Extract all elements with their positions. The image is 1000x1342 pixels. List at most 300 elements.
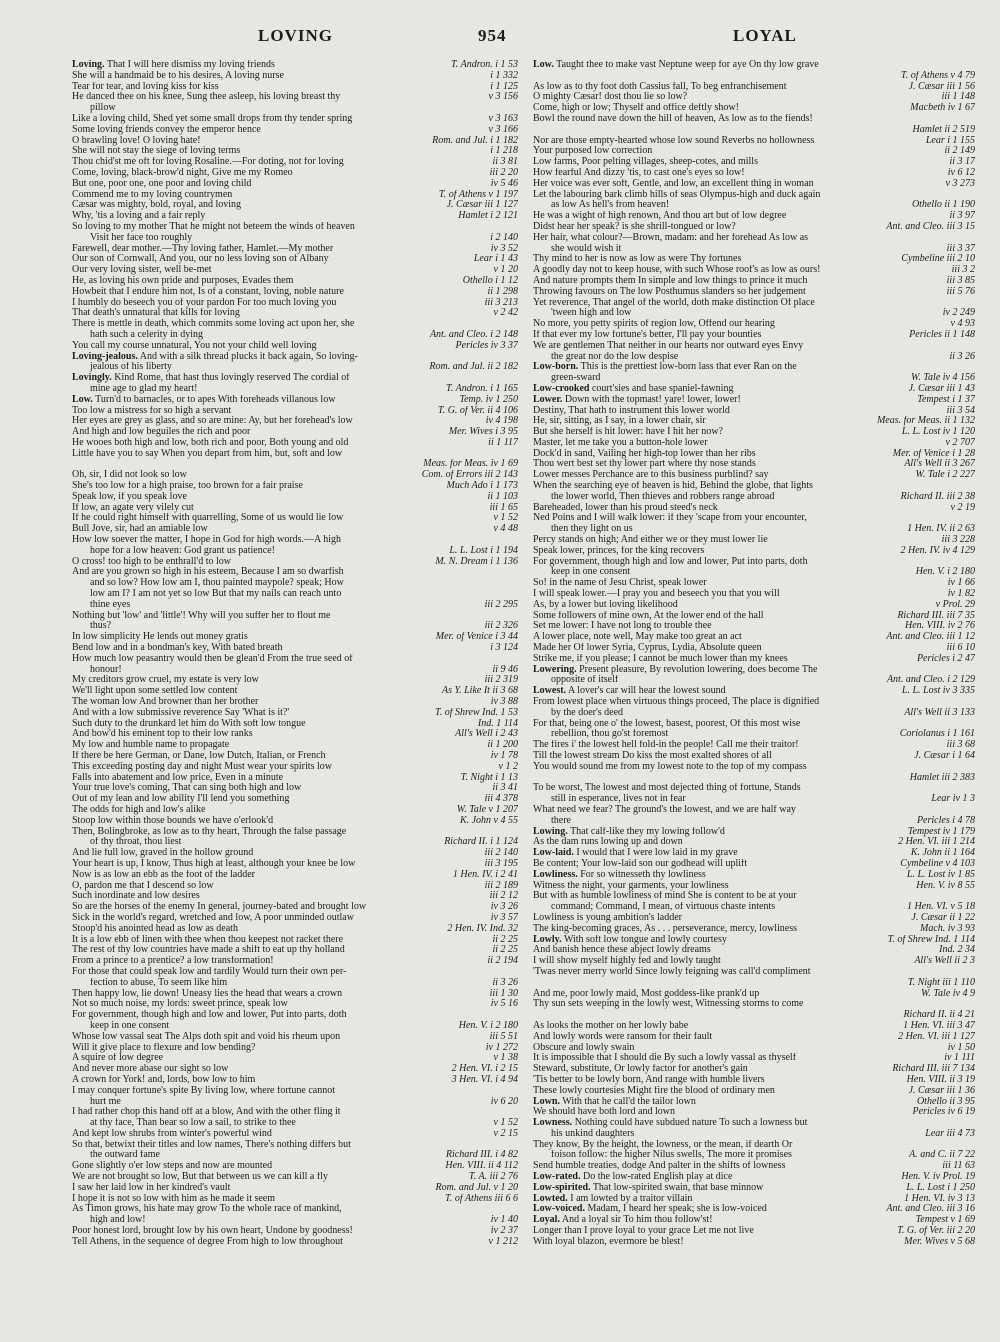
concordance-line (72, 697, 518, 708)
quotation-body: This exceeding posting day and night Must wear your spirits low (72, 761, 332, 772)
quotation-body: foison follow: the higher Nilus swells, The more it promises (551, 1150, 792, 1161)
quotation-body: I saw her laid low in her kindred's vault (72, 1182, 231, 1193)
quotation-body: So loving to my mother That he might not beteem the winds of heaven (72, 221, 355, 232)
quotation-text (90, 837, 181, 848)
concordance-line (72, 665, 518, 676)
quotation-text (533, 395, 741, 406)
quotation-text (533, 535, 768, 546)
concordance-line (72, 611, 518, 622)
concordance-line (533, 783, 975, 794)
concordance-line (533, 1097, 975, 1108)
play-reference: Richard III. iii 7 35 (893, 611, 975, 622)
quotation-text (72, 1129, 272, 1140)
quotation-body: Bull Jove, sir, had an amiable low (72, 524, 208, 535)
concordance-line (533, 902, 975, 913)
play-reference: K. John ii 1 164 (907, 848, 975, 859)
concordance-line (72, 136, 518, 147)
quotation-body: command; Command, I mean, of virtuous chaste intents (551, 902, 776, 913)
quotation-text (533, 935, 727, 946)
quotation-text (72, 611, 330, 622)
quotation-text (533, 60, 819, 71)
play-reference: Hamlet iii 2 383 (906, 773, 975, 784)
quotation-body: What need we fear? The ground's the lowest, and we are half way (533, 804, 796, 815)
quotation-text (72, 557, 231, 568)
quotation-text (533, 859, 747, 870)
play-reference: iv 1 272 (482, 1043, 518, 1054)
quotation-body: Nor are those empty-hearted whose low sound Reverbs no hollowness (533, 135, 815, 146)
concordance-line (72, 1075, 518, 1086)
quotation-text (72, 567, 344, 578)
quotation-text (72, 827, 346, 838)
quotation-body: keep in one consent (551, 567, 631, 578)
play-reference: iv 5 46 (487, 179, 518, 190)
concordance-line (533, 665, 975, 676)
concordance-line (72, 1140, 518, 1151)
concordance-line (533, 416, 975, 427)
quotation-body: And kept low shrubs from winter's powerful wind (72, 1128, 272, 1139)
concordance-line (533, 1140, 975, 1151)
quotation-text (72, 967, 346, 978)
play-reference: Mer. of Venice i 3 44 (432, 632, 518, 643)
quotation-body: For so witnesseth thy lowliness (580, 869, 706, 880)
concordance-line (533, 470, 975, 481)
quotation-text (533, 513, 807, 524)
concordance-line (72, 816, 518, 827)
concordance-line (533, 1118, 975, 1129)
play-reference: T. of Athens v 1 197 (435, 190, 518, 201)
quotation-body: This is the prettiest low-born lass that ever Ran on the (580, 362, 797, 373)
play-reference: v 1 212 (485, 1237, 518, 1248)
quotation-text (72, 913, 354, 924)
play-reference: Hen. V. i 2 180 (455, 1021, 518, 1032)
quotation-body: Didst hear her speak? is she shrill-tongued or low? (533, 221, 736, 232)
concordance-line (533, 330, 975, 341)
quotation-body: Strike me, if you please; I cannot be much lower than my knees (533, 653, 788, 664)
concordance-line (72, 1086, 518, 1097)
play-reference: T. Night iii 1 110 (904, 978, 975, 989)
concordance-line (533, 1043, 975, 1054)
concordance-line (533, 71, 975, 82)
quotation-body: Farewell, dear mother.—Thy loving father, Hamlet.—My mother (72, 243, 334, 254)
quotation-body: Poor honest lord, brought low by his own heart, Undone by goodness! (72, 1226, 353, 1237)
quotation-text (72, 1032, 340, 1043)
concordance-line (533, 1183, 975, 1194)
quotation-text (533, 168, 745, 179)
play-reference: v Prol. 29 (932, 600, 975, 611)
concordance-line (533, 168, 975, 179)
quotation-text (551, 675, 618, 686)
concordance-line (72, 1150, 518, 1161)
concordance-line (72, 924, 518, 935)
quotation-body: We are gentlemen That neither in our hearts nor outward eyes Envy (533, 340, 804, 351)
play-reference: Othello ii 3 95 (913, 1097, 975, 1108)
quotation-text (533, 190, 820, 201)
concordance-line (72, 222, 518, 233)
concordance-line (72, 773, 518, 784)
quotation-text (533, 82, 787, 93)
quotation-text (72, 449, 342, 460)
play-reference: J. Cæsar iii 1 56 (905, 82, 975, 93)
play-reference: T. G. of Ver. ii 4 106 (434, 406, 518, 417)
quotation-text (72, 1075, 255, 1086)
quotation-body: A goodly day not to keep house, with such Whose roof's as low as ours! (533, 265, 821, 276)
play-reference: v 2 15 (490, 1129, 518, 1140)
quotation-body: Thy sun sets weeping in the lowly west, Witnessing storms to come (533, 999, 804, 1010)
quotation-text (90, 1097, 121, 1108)
play-reference: iii 3 2 (948, 265, 975, 276)
concordance-line (72, 643, 518, 654)
play-reference: iii 3 228 (938, 535, 975, 546)
quotation-text (72, 762, 332, 773)
quotation-body: of thy throat, thou liest (90, 837, 182, 848)
play-reference: Ant. and Cleo. iii 3 15 (882, 222, 975, 233)
headword: Low-spirited. (533, 1182, 591, 1193)
concordance-line (533, 1053, 975, 1064)
concordance-line (533, 794, 975, 805)
concordance-line (72, 870, 518, 881)
concordance-line (72, 913, 518, 924)
quotation-body: Bareheaded, lower than his proud steed's neck (533, 502, 718, 513)
quotation-text (533, 503, 718, 514)
quotation-body: As looks the mother on her lowly babe (533, 1020, 689, 1031)
quotation-body: She's too low for a high praise, too brown for a fair praise (72, 481, 303, 492)
quotation-body: I humbly do beseech you of your pardon For too much loving you (72, 297, 337, 308)
quotation-body: My creditors grow cruel, my estate is very low (72, 675, 259, 686)
quotation-text (72, 136, 201, 147)
quotation-text (72, 935, 343, 946)
play-reference: J. Cæsar ii 1 22 (907, 913, 975, 924)
concordance-line (72, 1204, 518, 1215)
quotation-body: If that ever my low fortune's better, I'll pay your bounties (533, 329, 762, 340)
concordance-line (533, 1086, 975, 1097)
play-reference: A. and C. ii 7 22 (905, 1150, 975, 1161)
quotation-text (72, 643, 283, 654)
concordance-line (72, 675, 518, 686)
concordance-line (533, 92, 975, 103)
quotation-body: Stoop low within those bounds we have o'erlook'd (72, 815, 274, 826)
quotation-body: Witness the night, your garments, your lowliness (533, 880, 729, 891)
quotation-text (72, 740, 229, 751)
quotation-text (533, 945, 711, 956)
play-reference: Richard III. iii 7 134 (888, 1064, 975, 1075)
quotation-body: hope for a low heaven: God grant us patience! (90, 545, 275, 556)
play-reference: All's Well ii 2 3 (910, 956, 975, 967)
concordance-line (72, 373, 518, 384)
quotation-body: Sick in the world's regard, wretched and low, A poor unminded outlaw (72, 912, 354, 923)
play-reference: ii 1 200 (483, 740, 518, 751)
quotation-text (72, 1204, 342, 1215)
concordance-line (72, 395, 518, 406)
quotation-body: Down with the topmast! yare! lower, lower! (564, 394, 741, 405)
play-reference: Lear iv 1 3 (927, 794, 975, 805)
concordance-line (72, 762, 518, 773)
concordance-line (533, 449, 975, 460)
quotation-text (72, 373, 350, 384)
concordance-line (533, 373, 975, 384)
play-reference: Richard II. ii 4 21 (899, 1010, 975, 1021)
play-reference: 2 Hen. IV. Ind. 32 (443, 924, 518, 935)
play-reference: Hen. VIII. iv 2 76 (901, 621, 975, 632)
concordance-line (72, 1161, 518, 1172)
quotation-body: For those that could speak low and tardily Would turn their own per- (72, 966, 347, 977)
quotation-body: From lowest place when virtuous things proceed, The place is dignified (533, 697, 820, 708)
concordance-line (533, 773, 975, 784)
quotation-text (533, 287, 806, 298)
quotation-body: The rest of thy low countries have made a shift to eat up thy holland (72, 945, 345, 956)
quotation-text (551, 729, 668, 740)
quotation-text (533, 1140, 792, 1151)
quotation-text (533, 783, 801, 794)
concordance-line (72, 276, 518, 287)
quotation-text (72, 492, 187, 503)
quotation-body: Made her Of lower Syria, Cyprus, Lydia, Absolute queen (533, 643, 762, 654)
quotation-body: Obscure and lowly swain (533, 1042, 635, 1053)
quotation-text (72, 999, 288, 1010)
quotation-body: Let the labouring bark climb hills of seas Olympus-high and duck again (533, 189, 821, 200)
play-reference: iii 3 68 (943, 740, 975, 751)
quotation-text (533, 470, 769, 481)
quotation-text (90, 362, 172, 373)
play-reference: iii 3 54 (943, 406, 975, 417)
concordance-line (533, 567, 975, 578)
play-reference: iii 3 213 (481, 298, 518, 309)
quotation-text (533, 1226, 754, 1237)
quotation-body: by the doer's deed (551, 707, 624, 718)
play-reference: Mer. Wives i 3 95 (445, 427, 518, 438)
quotation-body: He, as loving his own pride and purposes, Evades them (72, 275, 294, 286)
concordance-line (533, 729, 975, 740)
quotation-text (72, 1064, 228, 1075)
concordance-line (72, 600, 518, 611)
concordance-line (72, 503, 518, 514)
headword: Loving. (72, 60, 105, 70)
quotation-body: the great nor do the low despise (551, 351, 679, 362)
quotation-text (72, 794, 289, 805)
quotation-text (90, 1150, 160, 1161)
quotation-body: Present pleasure, By revolution lowering, does become The (579, 664, 818, 675)
play-reference: T. Night i 1 13 (457, 773, 518, 784)
concordance-line (72, 891, 518, 902)
concordance-line (72, 1194, 518, 1205)
quotation-text (533, 870, 706, 881)
quotation-text (72, 298, 336, 309)
quotation-text (90, 384, 197, 395)
concordance-line (533, 341, 975, 352)
quotation-text (533, 114, 813, 125)
quotation-text (72, 308, 240, 319)
concordance-line (533, 1021, 975, 1032)
concordance-line (72, 481, 518, 492)
play-reference: 2 Hen. VI. iii 1 214 (894, 837, 975, 848)
quotation-text (533, 1215, 713, 1226)
quotation-text (533, 103, 739, 114)
right-column (533, 60, 975, 1335)
headword: Lowly. (533, 934, 562, 945)
quotation-body: With soft low tongue and lowly courtesy (563, 934, 727, 945)
quotation-text (551, 373, 600, 384)
quotation-text (533, 557, 808, 568)
quotation-body: They know, By the height, the lowness, or the mean, if dearth Or (533, 1139, 793, 1150)
headword: Lown. (533, 1096, 560, 1107)
quotation-body: In low simplicity He lends out money gratis (72, 632, 248, 643)
quotation-text (72, 114, 352, 125)
concordance-line (72, 179, 518, 190)
play-reference: v 2 42 (490, 308, 518, 319)
play-reference: i 2 140 (486, 233, 518, 244)
quotation-body: No more, you petty spirits of region low, Offend our hearing (533, 319, 775, 330)
quotation-text (533, 1118, 807, 1129)
quotation-text (72, 989, 342, 1000)
quotation-text (72, 146, 240, 157)
play-reference: iii 1 65 (486, 503, 518, 514)
quotation-text (72, 222, 355, 233)
quotation-body: I had rather chop this hand off at a blow, And with the other fling it (72, 1107, 341, 1118)
play-reference: i 1 218 (486, 146, 518, 157)
quotation-text (533, 1161, 785, 1172)
concordance-line (533, 200, 975, 211)
quotation-body: Throwing favours on The low Posthumus slanders so her judgement (533, 286, 806, 297)
play-reference: iii 1 148 (938, 92, 975, 103)
quotation-text (551, 200, 669, 211)
play-reference: T. of Athens iii 6 6 (441, 1194, 518, 1205)
quotation-text (533, 92, 687, 103)
quotation-body: Now is as low an ebb as the foot of the ladder (72, 869, 256, 880)
play-reference: W. Tale v 1 207 (453, 805, 518, 816)
quotation-body: Will it give place to flexure and low bending? (72, 1042, 256, 1053)
play-reference: iv 4 198 (482, 416, 518, 427)
quotation-text (551, 1150, 792, 1161)
quotation-text (533, 643, 762, 654)
play-reference: Tempest v 1 69 (912, 1215, 975, 1226)
concordance-line (533, 362, 975, 373)
concordance-line (533, 1161, 975, 1172)
quotation-text (72, 719, 306, 730)
quotation-body: When the searching eye of heaven is hid, Behind the globe, that lights (533, 481, 813, 492)
concordance-line (533, 632, 975, 643)
concordance-line (533, 481, 975, 492)
quotation-body: Your true love's coming, That can sing both high and low (72, 783, 302, 794)
concordance-line (533, 1064, 975, 1075)
play-reference: T. of Shrew Ind. 1 53 (431, 708, 518, 719)
quotation-text (533, 589, 780, 600)
quotation-body: Her eyes are grey as glass, and so are mine: Ay, but her forehead's low (72, 416, 353, 427)
quotation-text (72, 1107, 341, 1118)
play-reference: Hen. VIII. ii 4 112 (441, 1161, 518, 1172)
concordance-line (72, 470, 518, 481)
quotation-text (533, 136, 814, 147)
quotation-body: Stoop'd his anointed head as low as death (72, 923, 238, 934)
quotation-text (533, 989, 759, 1000)
quotation-body: With that he call'd the tailor lown (562, 1096, 696, 1107)
quotation-text (533, 632, 742, 643)
quotation-body: And with a low submissive reverence Say 'What is it?' (72, 707, 290, 718)
play-reference: 2 Hen. VI. iii 1 127 (894, 1032, 975, 1043)
concordance-line (533, 114, 975, 125)
quotation-text (533, 956, 721, 967)
play-reference: 2 Hen. IV. iv 4 129 (896, 546, 975, 557)
quotation-body: Send humble treaties, dodge And palter in the shifts of lowness (533, 1161, 786, 1172)
concordance-line (533, 1194, 975, 1205)
concordance-line (72, 416, 518, 427)
quotation-body: Be content; Your low-laid son our godhead will uplift (533, 858, 748, 869)
headword: Low-voiced. (533, 1204, 585, 1215)
headword: Lowness. (533, 1118, 573, 1129)
quotation-body: If low, an agate very vilely cut (72, 502, 194, 513)
play-reference: iv 1 66 (944, 578, 975, 589)
quotation-text (90, 103, 116, 114)
quotation-text (533, 719, 800, 730)
quotation-body: There is mettle in death, which commits some loving act upon her, she (72, 319, 355, 330)
quotation-text (72, 1140, 351, 1151)
quotation-text (533, 611, 764, 622)
headword: Lovingly. (72, 373, 112, 384)
quotation-body: then they light on us (551, 524, 633, 535)
quotation-body: Speak lower, princes, for the king recovers (533, 545, 705, 556)
play-reference: T. Andron. i 1 165 (442, 384, 518, 395)
quotation-body: 'tween high and low (551, 308, 632, 319)
concordance-line (72, 384, 518, 395)
concordance-line (533, 740, 975, 751)
play-reference: iii 6 10 (943, 643, 975, 654)
play-reference: ii 3 17 (945, 157, 975, 168)
play-reference: ii 2 194 (483, 956, 518, 967)
quotation-text (90, 578, 344, 589)
concordance-line (533, 913, 975, 924)
play-reference: Ind. 1 114 (474, 719, 518, 730)
concordance-line (72, 82, 518, 93)
play-reference: Ant. and Cleo. iii 1 12 (882, 632, 975, 643)
quotation-text (533, 654, 788, 665)
play-reference: iii 1 30 (486, 989, 518, 1000)
play-reference: Richard III. i 4 82 (442, 1150, 518, 1161)
quotation-body: hath such a celerity in dying (90, 329, 204, 340)
play-reference: All's Well ii 3 267 (900, 459, 975, 470)
quotation-body: thine eyes (90, 599, 131, 610)
play-reference: Ant. and Cleo. i 2 148 (426, 330, 518, 341)
quotation-text (551, 902, 775, 913)
concordance-line (72, 103, 518, 114)
quotation-body: A squire of low degree (72, 1053, 164, 1064)
quotation-text (533, 1107, 675, 1118)
play-reference: Cymbeline v 4 103 (896, 859, 975, 870)
quotation-text (533, 837, 683, 848)
quotation-body: Nothing could have subdued nature To such a lowness but (574, 1118, 808, 1129)
concordance-line (533, 557, 975, 568)
quotation-text (90, 589, 341, 600)
play-reference: T. G. of Ver. iii 2 20 (893, 1226, 975, 1237)
quotation-text (72, 92, 340, 103)
concordance-line (72, 341, 518, 352)
quotation-body: That calf-like they my lowing follow'd (570, 826, 725, 837)
concordance-line (533, 287, 975, 298)
quotation-text (533, 146, 652, 157)
quotation-body: Little have you to say When you depart from him, but, soft and low (72, 448, 343, 459)
quotation-text (72, 697, 258, 708)
quotation-text (533, 1064, 748, 1075)
quotation-body: hurt me (90, 1096, 121, 1107)
quotation-body: Bowl the round nave down the hill of heaven, As low as to the fiends! (533, 113, 813, 124)
play-reference: K. John v 4 55 (456, 816, 518, 827)
play-reference: Pericles ii 1 148 (905, 330, 975, 341)
play-reference: iii 2 140 (481, 848, 518, 859)
quotation-body: O mighty Cæsar! dost thou lie so low? (533, 92, 688, 103)
concordance-line (533, 1204, 975, 1215)
play-reference: i 1 332 (486, 71, 518, 82)
concordance-line (533, 924, 975, 935)
quotation-text (533, 578, 707, 589)
play-reference: i 3 124 (486, 643, 518, 654)
concordance-line (533, 697, 975, 708)
